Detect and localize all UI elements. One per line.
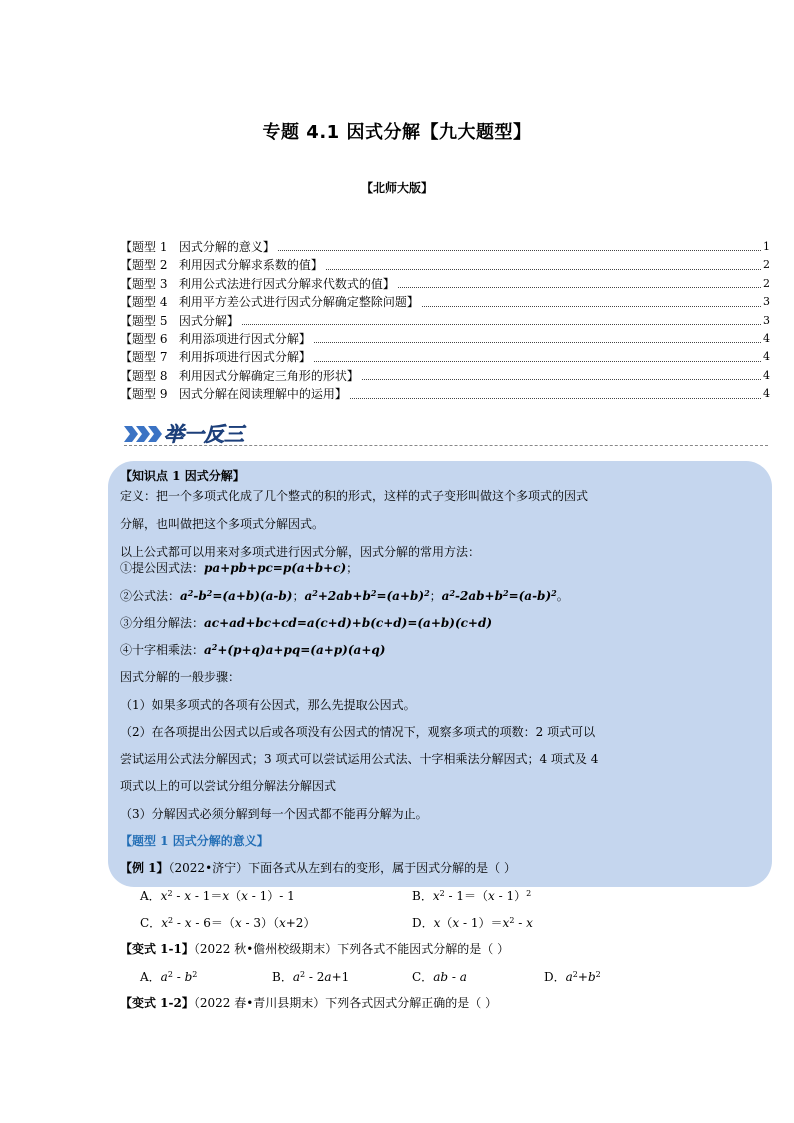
toc-entry-page: 4 — [763, 331, 770, 345]
method-cross: ④十字相乘法：$a^2+(p+q)a+pq=(a+p)(a+q)$ — [120, 642, 386, 657]
toc-entry-label: 【题型 9 因式分解在阅读理解中的运用】 — [120, 387, 347, 402]
toc-entry[interactable] — [120, 348, 770, 366]
toc-entry-label: 【题型 5 因式分解】 — [120, 313, 239, 328]
example-1-option-c[interactable]: C．$x^2 - x - 6=(x - 3)(x+2)$ — [140, 916, 316, 930]
chevron-icon — [148, 426, 162, 442]
variant-text: （2022 秋•儋州校级期末）下列各式不能因式分解的是（ ） — [193, 942, 510, 956]
step-3: （3）分解因式必须分解到每一个因式都不能再分解为止。 — [120, 807, 428, 821]
section-heading: 【题型 1 因式分解的意义】 — [120, 834, 269, 848]
chevron-icon — [124, 426, 138, 442]
banner-text: 举一反三 — [164, 422, 244, 446]
banner-divider — [124, 445, 768, 446]
example-1-option-b[interactable]: B．$x^2 - 1=(x - 1)^2$ — [412, 889, 532, 903]
toc-entry[interactable] — [120, 275, 770, 293]
variant-1-1-option-a[interactable]: A．$a^2 - b^2$ — [140, 970, 198, 984]
toc-entry[interactable] — [120, 367, 770, 385]
toc-entry-page: 3 — [763, 313, 770, 327]
example-1-option-d[interactable]: D．$x(x - 1)=x^2 - x$ — [412, 916, 533, 930]
toc-entry-page: 4 — [763, 368, 770, 382]
toc-entry-label: 【题型 4 利用平方差公式进行因式分解确定整除问题】 — [120, 295, 419, 310]
page-title: 专题 4.1 因式分解【九大题型】 — [262, 122, 532, 143]
variant-label: 【变式 1-1】 — [120, 942, 194, 956]
section-banner — [124, 418, 254, 446]
toc-entry-label: 【题型 1 因式分解的意义】 — [120, 239, 275, 254]
table-of-contents — [120, 238, 770, 404]
method-formula: ②公式法：$a^2-b^2=(a+b)(a-b)$；$a^2+2ab+b^2=(a+b)^2$；$a^2-2ab+b^2=(a-b)^2$。 — [120, 588, 569, 603]
toc-entry-label: 【题型 6 利用添项进行因式分解】 — [120, 331, 311, 346]
toc-entry-page: 2 — [763, 258, 770, 272]
method-label: ①提公因式法： — [120, 561, 205, 575]
toc-entry[interactable] — [120, 330, 770, 348]
step-2-line3: 项式以上的可以尝试分组分解法分解因式 — [120, 779, 337, 793]
knowledge-heading: 【知识点 1 因式分解】 — [120, 469, 245, 483]
variant-text: （2022 春•青川县期末）下列各式因式分解正确的是（ ） — [193, 996, 498, 1010]
knowledge-definition-line1: 定义：把一个多项式化成了几个整式的积的形式，这样的式子变形叫做这个多项式的因式 — [120, 489, 589, 503]
variant-1-1-option-d[interactable]: D．$a^2+b^2$ — [544, 970, 601, 984]
method-label: ③分组分解法： — [120, 616, 205, 630]
variant-label: 【变式 1-2】 — [120, 996, 194, 1010]
method-grouping — [120, 615, 492, 631]
toc-entry-page: 4 — [763, 387, 770, 401]
knowledge-intro: 以上公式都可以用来对多项式进行因式分解，因式分解的常用方法： — [120, 545, 481, 559]
toc-entry-label: 【题型 3 利用公式法进行因式分解求代数式的值】 — [120, 276, 395, 291]
method-label: ②公式法： — [120, 589, 181, 603]
variant-1-1-option-c[interactable]: C．ab - a — [412, 970, 467, 984]
example-1-stem — [120, 860, 516, 876]
knowledge-definition-line2: 分解，也叫做把这个多项式分解因式。 — [120, 517, 325, 531]
toc-entry[interactable] — [120, 256, 770, 274]
toc-entry[interactable] — [120, 385, 770, 403]
toc-entry-page: 3 — [763, 295, 770, 309]
example-label: 【例 1】 — [120, 861, 169, 875]
toc-entry[interactable] — [120, 312, 770, 330]
method-common-factor: ①提公因式法：pa+pb+pc=p(a+b+c)； — [120, 561, 359, 575]
toc-entry-page: 4 — [763, 350, 770, 364]
toc-entry-page: 2 — [763, 276, 770, 290]
step-2-line1: （2）在各项提出公因式以后或各项没有公因式的情况下，观察多项式的项数：2 项式可以 — [120, 725, 596, 739]
variant-1-1-stem — [120, 941, 509, 957]
chevron-icon — [136, 426, 150, 442]
toc-entry-label: 【题型 2 利用因式分解求系数的值】 — [120, 258, 323, 273]
variant-1-1-option-b[interactable]: B．$a^2 - 2a+1$ — [272, 970, 350, 984]
toc-entry[interactable] — [120, 293, 770, 311]
steps-title: 因式分解的一般步骤： — [120, 670, 241, 684]
step-2-line2: 尝试运用公式法分解因式；3 项式可以尝试运用公式法、十字相乘法分解因式；4 项式及 4 — [120, 752, 599, 766]
variant-1-2-stem — [120, 995, 497, 1011]
edition-label: 【北师大版】 — [360, 181, 433, 195]
method-label: ④十字相乘法： — [120, 643, 205, 657]
toc-entry-label: 【题型 8 利用因式分解确定三角形的形状】 — [120, 368, 359, 383]
example-text: （2022•济宁）下面各式从左到右的变形，属于因式分解的是（ ） — [168, 861, 516, 875]
method-formula-text: ac+ad+bc+cd=a(c+d)+b(c+d)=(a+b)(c+d) — [204, 616, 493, 630]
example-1-option-a[interactable]: A．$x^2 - x - 1=x(x - 1)-$ 1 — [140, 889, 295, 903]
step-1: （1）如果多项式的各项有公因式，那么先提取公因式。 — [120, 698, 416, 712]
toc-entry[interactable] — [120, 238, 770, 256]
toc-entry-label: 【题型 7 利用拆项进行因式分解】 — [120, 350, 311, 365]
toc-entry-page: 1 — [763, 239, 770, 253]
